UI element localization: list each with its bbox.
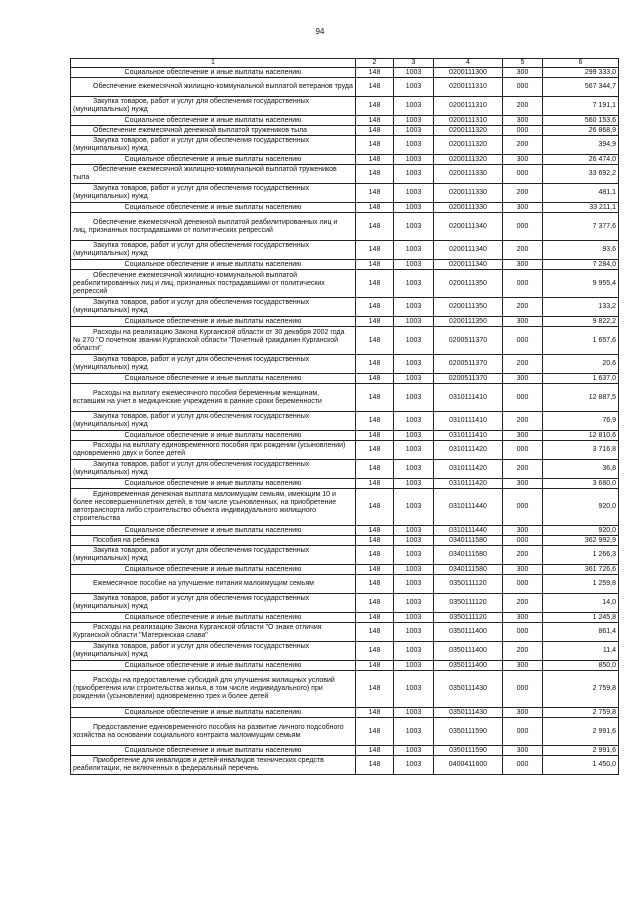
expense-type-code: 000 (503, 384, 543, 412)
ministry-code: 148 (356, 317, 394, 327)
table-row (71, 594, 619, 613)
target-article-code: 0310111440 (434, 489, 503, 526)
table-row (71, 708, 619, 718)
target-article-code: 0310111410 (434, 412, 503, 431)
ministry-code: 148 (356, 270, 394, 298)
target-article-code: 0310111420 (434, 460, 503, 479)
section-code: 1003 (394, 374, 434, 384)
table-row (71, 355, 619, 374)
line-item-name: Социальное обеспечение и иные выплаты населению (71, 203, 356, 213)
amount: 12 810,6 (543, 431, 619, 441)
line-item-name: Закупка товаров, работ и услуг для обеспечения государственных (муниципальных) нужд (71, 298, 356, 317)
line-item-name: Закупка товаров, работ и услуг для обеспечения государственных (муниципальных) нужд (71, 460, 356, 479)
line-item-name: Расходы на реализацию Закона Курганской области "О знаке отличия Курганской области "Материнская слава" (71, 623, 356, 642)
line-item-name: Закупка товаров, работ и услуг для обеспечения государственных (муниципальных) нужд (71, 594, 356, 613)
table-row (71, 298, 619, 317)
ministry-code: 148 (356, 642, 394, 661)
table-row (71, 661, 619, 671)
table-row (71, 536, 619, 546)
expense-type-code: 300 (503, 746, 543, 756)
expense-type-code: 300 (503, 374, 543, 384)
amount: 3 680,0 (543, 479, 619, 489)
target-article-code: 0200111330 (434, 165, 503, 184)
ministry-code: 148 (356, 203, 394, 213)
table-row (71, 441, 619, 460)
expense-type-code: 300 (503, 526, 543, 536)
table-row (71, 526, 619, 536)
table-row (71, 431, 619, 441)
line-item-name: Социальное обеспечение и иные выплаты населению (71, 565, 356, 575)
amount: 76,9 (543, 412, 619, 431)
line-item-name: Социальное обеспечение и иные выплаты населению (71, 374, 356, 384)
expense-type-code: 000 (503, 718, 543, 746)
target-article-code: 0200111330 (434, 184, 503, 203)
expense-type-code: 300 (503, 68, 543, 78)
table-row (71, 613, 619, 623)
section-code: 1003 (394, 260, 434, 270)
target-article-code: 0350111430 (434, 708, 503, 718)
table-row (71, 489, 619, 526)
amount: 133,2 (543, 298, 619, 317)
line-item-name: Приобретение для инвалидов и детей-инвалидов технических средств реабилитации, не включенных в федеральный перечень (71, 756, 356, 775)
table-row (71, 317, 619, 327)
line-item-name: Закупка товаров, работ и услуг для обеспечения государственных (муниципальных) нужд (71, 97, 356, 116)
target-article-code: 0310111410 (434, 431, 503, 441)
target-article-code: 0200111300 (434, 68, 503, 78)
amount: 3 716,8 (543, 441, 619, 460)
table-row (71, 97, 619, 116)
expense-type-code: 300 (503, 260, 543, 270)
ministry-code: 148 (356, 155, 394, 165)
line-item-name: Социальное обеспечение и иные выплаты населению (71, 317, 356, 327)
amount: 2 991,6 (543, 746, 619, 756)
amount: 481,1 (543, 184, 619, 203)
amount: 362 992,9 (543, 536, 619, 546)
table-row (71, 575, 619, 594)
line-item-name: Социальное обеспечение и иные выплаты населению (71, 613, 356, 623)
ministry-code: 148 (356, 241, 394, 260)
ministry-code: 148 (356, 575, 394, 594)
expense-type-code: 300 (503, 431, 543, 441)
section-code: 1003 (394, 642, 434, 661)
table-body (71, 68, 619, 775)
expense-type-code: 000 (503, 165, 543, 184)
amount: 567 344,7 (543, 78, 619, 97)
ministry-code: 148 (356, 565, 394, 575)
budget-table (70, 58, 619, 775)
line-item-name: Социальное обеспечение и иные выплаты населению (71, 526, 356, 536)
amount: 1 637,0 (543, 374, 619, 384)
expense-type-code: 300 (503, 661, 543, 671)
amount: 7 284,0 (543, 260, 619, 270)
target-article-code: 0200111320 (434, 155, 503, 165)
section-code: 1003 (394, 671, 434, 708)
ministry-code: 148 (356, 718, 394, 746)
expense-type-code: 000 (503, 213, 543, 241)
ministry-code: 148 (356, 756, 394, 775)
line-item-name: Закупка товаров, работ и услуг для обеспечения государственных (муниципальных) нужд (71, 184, 356, 203)
section-code: 1003 (394, 718, 434, 746)
amount: 26 868,9 (543, 126, 619, 136)
amount: 1 266,3 (543, 546, 619, 565)
target-article-code: 0350111590 (434, 718, 503, 746)
target-article-code: 0310111440 (434, 526, 503, 536)
section-code: 1003 (394, 412, 434, 431)
line-item-name: Расходы на выплату единовременного пособия при рождении (усыновлении) одновременно двух и более детей (71, 441, 356, 460)
expense-type-code: 200 (503, 412, 543, 431)
section-code: 1003 (394, 565, 434, 575)
table-row (71, 374, 619, 384)
expense-type-code: 000 (503, 126, 543, 136)
expense-type-code: 000 (503, 327, 543, 355)
table-row (71, 270, 619, 298)
target-article-code: 0310111420 (434, 479, 503, 489)
expense-type-code: 000 (503, 575, 543, 594)
line-item-name: Единовременная денежная выплата малоимущим семьям, имеющим 10 и более несовершеннолетних детей, в том числе усыновленных, на приобретение автотранспорта либо строительство объекта индивидуального жилищного строительства (71, 489, 356, 526)
table-row (71, 126, 619, 136)
section-code: 1003 (394, 270, 434, 298)
table-row (71, 479, 619, 489)
expense-type-code: 200 (503, 136, 543, 155)
ministry-code: 148 (356, 536, 394, 546)
amount: 920,0 (543, 489, 619, 526)
line-item-name: Расходы на реализацию Закона Курганской области от 30 декабря 2002 года № 270 "О почетном звании Курганской области "Почетный гражданин Курганской области" (71, 327, 356, 355)
expense-type-code: 000 (503, 623, 543, 642)
amount: 14,0 (543, 594, 619, 613)
target-article-code: 0200111340 (434, 260, 503, 270)
line-item-name: Закупка товаров, работ и услуг для обеспечения государственных (муниципальных) нужд (71, 642, 356, 661)
ministry-code: 148 (356, 213, 394, 241)
ministry-code: 148 (356, 78, 394, 97)
amount: 33 211,1 (543, 203, 619, 213)
header-row (71, 59, 619, 68)
line-item-name: Социальное обеспечение и иные выплаты населению (71, 116, 356, 126)
section-code: 1003 (394, 594, 434, 613)
target-article-code: 0200111340 (434, 241, 503, 260)
expense-type-code: 300 (503, 708, 543, 718)
target-article-code: 0200111330 (434, 203, 503, 213)
section-code: 1003 (394, 431, 434, 441)
ministry-code: 148 (356, 489, 394, 526)
ministry-code: 148 (356, 184, 394, 203)
ministry-code: 148 (356, 384, 394, 412)
expense-type-code: 300 (503, 317, 543, 327)
expense-type-code: 200 (503, 642, 543, 661)
table-row (71, 241, 619, 260)
line-item-name: Социальное обеспечение и иные выплаты населению (71, 431, 356, 441)
table-row (71, 136, 619, 155)
section-code: 1003 (394, 241, 434, 260)
target-article-code: 0350111400 (434, 642, 503, 661)
line-item-name: Социальное обеспечение и иные выплаты населению (71, 155, 356, 165)
ministry-code: 148 (356, 116, 394, 126)
line-item-name: Закупка товаров, работ и услуг для обеспечения государственных (муниципальных) нужд (71, 355, 356, 374)
target-article-code: 0200111350 (434, 298, 503, 317)
line-item-name: Расходы на предоставление субсидий для улучшения жилищных условий (приобретения или строительства жилья, в том числе индивидуального) при рождении (усыновлении) одновременно трех и более детей (71, 671, 356, 708)
section-code: 1003 (394, 298, 434, 317)
column-header-2: 2 (356, 59, 394, 68)
section-code: 1003 (394, 613, 434, 623)
amount: 11,4 (543, 642, 619, 661)
section-code: 1003 (394, 460, 434, 479)
column-header-4: 4 (434, 59, 503, 68)
amount: 2 991,6 (543, 718, 619, 746)
table-row (71, 412, 619, 431)
line-item-name: Предоставление единовременного пособия на развитие личного подсобного хозяйства на основании социального контракта малоимущим семьям (71, 718, 356, 746)
target-article-code: 0310111420 (434, 441, 503, 460)
expense-type-code: 300 (503, 613, 543, 623)
expense-type-code: 000 (503, 489, 543, 526)
line-item-name: Социальное обеспечение и иные выплаты населению (71, 708, 356, 718)
amount: 26 474,0 (543, 155, 619, 165)
target-article-code: 0350111120 (434, 613, 503, 623)
expense-type-code: 300 (503, 565, 543, 575)
table-row (71, 756, 619, 775)
amount: 93,6 (543, 241, 619, 260)
ministry-code: 148 (356, 165, 394, 184)
expense-type-code: 200 (503, 460, 543, 479)
target-article-code: 0350111120 (434, 575, 503, 594)
section-code: 1003 (394, 384, 434, 412)
amount: 1 245,8 (543, 613, 619, 623)
amount: 20,6 (543, 355, 619, 374)
target-article-code: 0200111350 (434, 270, 503, 298)
amount: 394,9 (543, 136, 619, 155)
expense-type-code: 200 (503, 594, 543, 613)
target-article-code: 0200511370 (434, 374, 503, 384)
amount: 9 955,4 (543, 270, 619, 298)
target-article-code: 0310111410 (434, 384, 503, 412)
column-header-6: 6 (543, 59, 619, 68)
section-code: 1003 (394, 116, 434, 126)
section-code: 1003 (394, 68, 434, 78)
section-code: 1003 (394, 575, 434, 594)
target-article-code: 0350111430 (434, 671, 503, 708)
section-code: 1003 (394, 97, 434, 116)
ministry-code: 148 (356, 431, 394, 441)
amount: 33 692,2 (543, 165, 619, 184)
ministry-code: 148 (356, 546, 394, 565)
target-article-code: 0200111310 (434, 78, 503, 97)
ministry-code: 148 (356, 671, 394, 708)
expense-type-code: 000 (503, 441, 543, 460)
expense-type-code: 300 (503, 203, 543, 213)
target-article-code: 0200111320 (434, 136, 503, 155)
line-item-name: Обеспечение ежемесячной жилищно-коммунальной выплатой ветеранов труда (71, 78, 356, 97)
line-item-name: Пособия на ребенка (71, 536, 356, 546)
line-item-name: Закупка товаров, работ и услуг для обеспечения государственных (муниципальных) нужд (71, 412, 356, 431)
expense-type-code: 000 (503, 270, 543, 298)
table-row (71, 203, 619, 213)
amount: 920,0 (543, 526, 619, 536)
column-header-1: 1 (71, 59, 356, 68)
amount: 9 822,2 (543, 317, 619, 327)
target-article-code: 0340111580 (434, 565, 503, 575)
expense-type-code: 300 (503, 116, 543, 126)
target-article-code: 0200511370 (434, 327, 503, 355)
section-code: 1003 (394, 136, 434, 155)
target-article-code: 0200111350 (434, 317, 503, 327)
amount: 7 191,1 (543, 97, 619, 116)
ministry-code: 148 (356, 623, 394, 642)
section-code: 1003 (394, 526, 434, 536)
line-item-name: Обеспечение ежемесячной жилищно-коммунальной выплатой тружеников тыла (71, 165, 356, 184)
expense-type-code: 200 (503, 241, 543, 260)
section-code: 1003 (394, 317, 434, 327)
table-row (71, 155, 619, 165)
line-item-name: Закупка товаров, работ и услуг для обеспечения государственных (муниципальных) нужд (71, 241, 356, 260)
amount: 361 726,6 (543, 565, 619, 575)
ministry-code: 148 (356, 594, 394, 613)
expense-type-code: 200 (503, 355, 543, 374)
table-row (71, 165, 619, 184)
expense-type-code: 200 (503, 97, 543, 116)
line-item-name: Обеспечение ежемесячной жилищно-коммунальной выплатой реабилитированных лиц и лиц, признанных пострадавшими от политических репрессий (71, 270, 356, 298)
target-article-code: 0350111120 (434, 594, 503, 613)
section-code: 1003 (394, 441, 434, 460)
table-row (71, 546, 619, 565)
table-row (71, 718, 619, 746)
line-item-name: Социальное обеспечение и иные выплаты населению (71, 746, 356, 756)
amount: 299 333,0 (543, 68, 619, 78)
ministry-code: 148 (356, 526, 394, 536)
amount: 1 657,6 (543, 327, 619, 355)
line-item-name: Обеспечение ежемесячной денежной выплатой тружеников тыла (71, 126, 356, 136)
target-article-code: 0350111400 (434, 661, 503, 671)
table-row (71, 68, 619, 78)
section-code: 1003 (394, 327, 434, 355)
table-row (71, 671, 619, 708)
amount: 36,8 (543, 460, 619, 479)
ministry-code: 148 (356, 479, 394, 489)
table-row (71, 460, 619, 479)
line-item-name: Закупка товаров, работ и услуг для обеспечения государственных (муниципальных) нужд (71, 136, 356, 155)
target-article-code: 0350111590 (434, 746, 503, 756)
target-article-code: 0200111310 (434, 116, 503, 126)
amount: 1 450,0 (543, 756, 619, 775)
section-code: 1003 (394, 479, 434, 489)
line-item-name: Социальное обеспечение и иные выплаты населению (71, 260, 356, 270)
ministry-code: 148 (356, 661, 394, 671)
ministry-code: 148 (356, 355, 394, 374)
line-item-name: Закупка товаров, работ и услуг для обеспечения государственных (муниципальных) нужд (71, 546, 356, 565)
amount: 850,0 (543, 661, 619, 671)
section-code: 1003 (394, 213, 434, 241)
section-code: 1003 (394, 661, 434, 671)
amount: 1 259,8 (543, 575, 619, 594)
expense-type-code: 000 (503, 78, 543, 97)
ministry-code: 148 (356, 298, 394, 317)
table-row (71, 746, 619, 756)
expense-type-code: 000 (503, 671, 543, 708)
ministry-code: 148 (356, 68, 394, 78)
table-row (71, 384, 619, 412)
expense-type-code: 000 (503, 756, 543, 775)
section-code: 1003 (394, 184, 434, 203)
section-code: 1003 (394, 203, 434, 213)
expense-type-code: 200 (503, 546, 543, 565)
table-row (71, 623, 619, 642)
expense-type-code: 200 (503, 184, 543, 203)
ministry-code: 148 (356, 374, 394, 384)
table-row (71, 184, 619, 203)
table-row (71, 565, 619, 575)
line-item-name: Ежемесячное пособие на улучшение питания малоимущим семьям (71, 575, 356, 594)
ministry-code: 148 (356, 460, 394, 479)
ministry-code: 148 (356, 260, 394, 270)
section-code: 1003 (394, 623, 434, 642)
table-row (71, 260, 619, 270)
expense-type-code: 300 (503, 479, 543, 489)
column-header-5: 5 (503, 59, 543, 68)
section-code: 1003 (394, 78, 434, 97)
amount: 12 887,5 (543, 384, 619, 412)
target-article-code: 0200511370 (434, 355, 503, 374)
line-item-name: Социальное обеспечение и иные выплаты населению (71, 661, 356, 671)
table-row (71, 642, 619, 661)
target-article-code: 0350111400 (434, 623, 503, 642)
table-row (71, 78, 619, 97)
ministry-code: 148 (356, 136, 394, 155)
table-row (71, 327, 619, 355)
column-header-3: 3 (394, 59, 434, 68)
section-code: 1003 (394, 155, 434, 165)
amount: 861,4 (543, 623, 619, 642)
target-article-code: 0340111580 (434, 536, 503, 546)
section-code: 1003 (394, 746, 434, 756)
table-row (71, 116, 619, 126)
ministry-code: 148 (356, 327, 394, 355)
section-code: 1003 (394, 489, 434, 526)
expense-type-code: 200 (503, 298, 543, 317)
section-code: 1003 (394, 126, 434, 136)
ministry-code: 148 (356, 708, 394, 718)
section-code: 1003 (394, 756, 434, 775)
ministry-code: 148 (356, 441, 394, 460)
amount: 7 377,6 (543, 213, 619, 241)
line-item-name: Социальное обеспечение и иные выплаты населению (71, 479, 356, 489)
section-code: 1003 (394, 165, 434, 184)
line-item-name: Социальное обеспечение и иные выплаты населению (71, 68, 356, 78)
target-article-code: 0200111320 (434, 126, 503, 136)
line-item-name: Расходы на выплату ежемесячного пособия беременным женщинам, вставшим на учет в медицинские учреждения в ранние сроки беременности (71, 384, 356, 412)
target-article-code: 0200111310 (434, 97, 503, 116)
target-article-code: 0200111340 (434, 213, 503, 241)
section-code: 1003 (394, 536, 434, 546)
expense-type-code: 300 (503, 155, 543, 165)
amount: 560 153,6 (543, 116, 619, 126)
ministry-code: 148 (356, 126, 394, 136)
section-code: 1003 (394, 546, 434, 565)
target-article-code: 0340111580 (434, 546, 503, 565)
line-item-name: Обеспечение ежемесячной денежной выплатой реабилитированных лиц и лиц, признанных пострадавшими от политических репрессий (71, 213, 356, 241)
ministry-code: 148 (356, 613, 394, 623)
amount: 2 759,8 (543, 671, 619, 708)
ministry-code: 148 (356, 412, 394, 431)
ministry-code: 148 (356, 746, 394, 756)
table-row (71, 213, 619, 241)
ministry-code: 148 (356, 97, 394, 116)
target-article-code: 0400411600 (434, 756, 503, 775)
amount: 2 759,8 (543, 708, 619, 718)
page-number: 94 (315, 27, 325, 36)
section-code: 1003 (394, 355, 434, 374)
section-code: 1003 (394, 708, 434, 718)
expense-type-code: 000 (503, 536, 543, 546)
